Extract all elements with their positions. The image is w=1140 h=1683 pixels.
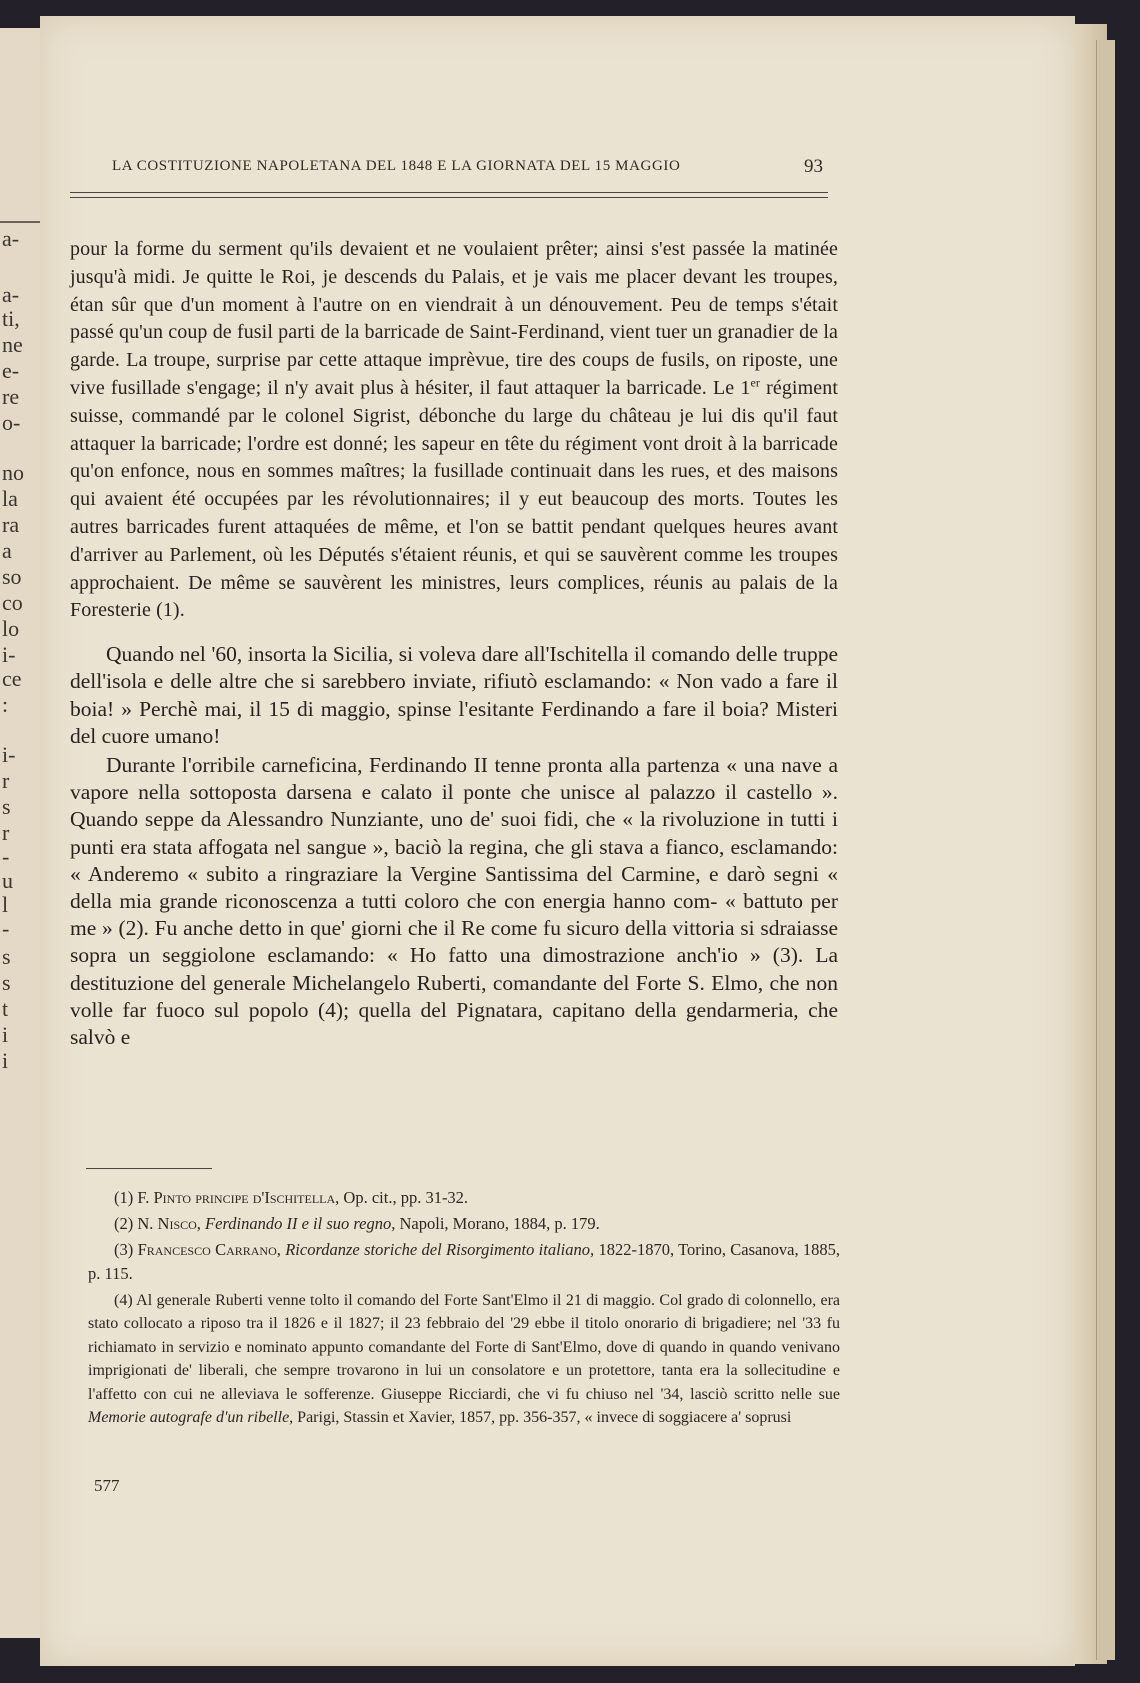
footnote-title: Ferdinando II e il suo regno, [205, 1214, 396, 1233]
footnote-text: 1822-1870, Torino, Casanova, 1885, p. 115. [88, 1240, 841, 1283]
facing-page-fragment: i- [2, 642, 16, 667]
footnote-text: Al generale Ruberti venne tolto il comando del Forte Sant'Elmo il 21 di maggio. Col grado di colonnello, era stato collocato a riposo tra il 1826 e il 1827; il 23 febbraio del '29 ebbe il titolo onorario di brigadiere; nel '33 fu richiamato in servizio e nominato appunto comandante del Forte di Sant'Elmo, dove di quando in quando venivano imprigionati de' liberali, che sempre trovarono in lui un consolatore e un protettore, tanta era la sollecitudine e l'affetto con cui ne alleviava le sofferenze. Giuseppe Ricciardi, che vi fu chiuso nel '34, lasciò scritto nelle sue [88, 1292, 840, 1403]
facing-page-fragment: a- [2, 226, 20, 251]
facing-page-fragment: l [2, 892, 9, 917]
footnote-2 [88, 1212, 840, 1236]
printer-signature: 577 [94, 1476, 120, 1495]
facing-page-fragment: ti, [2, 306, 20, 331]
facing-page-fragment: - [2, 844, 10, 869]
footnote-rule [86, 1168, 212, 1169]
footnote-1 [88, 1186, 840, 1210]
facing-page-fragment: ce [2, 666, 22, 691]
facing-page-fragment: ra [2, 512, 20, 537]
footnote-number: (2) [114, 1214, 134, 1233]
facing-page-fragment: r [2, 820, 10, 845]
facing-page-fragment: lo [2, 616, 20, 641]
facing-page-fragment: s [2, 970, 11, 995]
footnote-text: Op. cit., pp. 31-32. [343, 1188, 469, 1207]
facing-page-fragment: s [2, 944, 11, 969]
facing-page-fragment: i- [2, 742, 16, 767]
footnote-text: Parigi, Stassin et Xavier, 1857, pp. 356-357, « invece di soggiacere a' soprusi [297, 1409, 792, 1427]
footnote-author: F. Pinto principe d'Ischitella, [137, 1188, 340, 1207]
facing-page-fragment: t [2, 996, 9, 1021]
page-number: 93 [804, 156, 823, 177]
footnote-author: N. Nisco, [137, 1214, 201, 1233]
facing-page-fragment: a- [2, 282, 20, 307]
facing-page-fragment: - [2, 916, 10, 941]
ordinal-number: 1 [740, 376, 751, 399]
footnotes [88, 1186, 840, 1431]
paragraph-carneficina: Durante l'orribile carneficina, Ferdinando II tenne pronta alla partenza « una nave a vapore nella sottoposta darsena e calato il ponte che unisce al palazzo il castello ». Quando seppe da Alessandro Nunziante, uno de' suoi fidi, che « la rivoluzione in tutti i punti era stata affogata nel sangue », baciò la regina, che gli stava a fianco, esclamando: « Anderemo « subito a ringraziare la Vergine Santissima del Carmine, e darò segni « della mia grande riconoscenza a tutti coloro che con energia hanno com- « battuto per me » (2). Fu anche detto in que' giorni che il Re come fu sicuro della vittoria si sdraiasse sopra un seggiolone esclamando: « Ho fatto una dimostrazione anch'io » (3). La destituzione del generale Michelangelo Ruberti, comandante del Forte S. Elmo, che non volle far fuoco sul popolo (4); quella del Pignatara, capitano della gendarmeria, che salvò e [70, 752, 838, 1049]
facing-page-fragment: la [2, 486, 18, 511]
facing-page-rule [0, 221, 40, 223]
footnote-author: Francesco Carrano, [137, 1240, 281, 1259]
facing-page-fragment: no [2, 460, 24, 485]
facing-page-fragment: co [2, 590, 23, 615]
paragraph-ischitella: Quando nel '60, insorta la Sicilia, si voleva dare all'Ischitella il comando delle truppe dell'isola e delle altre che si sarebbero inviate, rifiutò esclamando: « Non vado a fare il boia! » Perchè mai, il 15 di maggio, spinse l'esitante Ferdinando a fare il boia? Misteri del cuore umano! [70, 642, 838, 748]
body-text [70, 236, 838, 1051]
facing-page-fragment: r [2, 768, 10, 793]
page-stack-edge-back [1096, 40, 1115, 1660]
facing-page-edge [0, 28, 42, 1638]
facing-page-fragment: : [2, 692, 9, 717]
running-head: LA COSTITUZIONE NAPOLETANA DEL 1848 E LA GIORNATA DEL 15 MAGGIO [112, 158, 681, 174]
paragraph-french-quote-a: pour la forme du serment qu'ils devaient et ne voulaient prêter; ainsi s'est passée la matinée jusqu'à midi. Je quitte le Roi, je descends du Palais, et je vais me placer devant les troupes, étan sûr que d'un moment à l'autre on en viendrait à un dénouvement. Peu de temps s'était passé qu'un coup de fusil parti de la barricade de Saint-Ferdinand, vient tuer un granadier de la garde. La troupe, surprise par cette attaque imprèvue, tire des coups de fusils, on riposte, une vive fusillade s'engage; il n'y avait plus à hésiter, il faut attaquer la barricade. Le [70, 238, 838, 399]
footnote-number: (3) [114, 1240, 134, 1259]
facing-page-fragment: so [2, 564, 22, 589]
facing-page-fragment: re [2, 384, 20, 409]
footnote-4 [88, 1289, 840, 1429]
footnote-text: Napoli, Morano, 1884, p. 179. [399, 1214, 600, 1233]
facing-page-fragment: e- [2, 358, 20, 383]
facing-page-fragment: i [2, 1022, 9, 1047]
footnote-number: (1) [114, 1188, 134, 1207]
paragraph-french-quote [70, 236, 838, 625]
facing-page-fragment: i [2, 1048, 9, 1073]
footnote-title: Ricordanze storiche del Risorgimento italiano, [285, 1240, 595, 1259]
facing-page-fragment: o- [2, 410, 21, 435]
facing-page-fragment: u [2, 868, 13, 893]
ordinal-superscript: er [750, 375, 760, 390]
facing-page-fragment: a [2, 538, 12, 563]
paragraph-french-quote-b: régiment suisse, commandé par le colonel Sigrist, débonche du large du château je lui dis qu'il faut attaquer la barricade; l'ordre est donné; les sapeur en tête du régiment vont droit à la barricade qu'on enfonce, nous en sommes maîtres; la fusillade continuait dans les rues, et des maisons qui avaient été occupées par les révolutionnaires; il y eut beaucoup des morts. Toutes les autres barricades furent attaquées de même, et l'on se battit pendant quelques heures avant d'arriver au Parlement, où les Députés s'étaient réunis, et qui se sauvèrent comme les troupes approchaient. De même se sauvèrent les ministres, leurs complices, réunis au palais de la Foresterie (1). [70, 376, 838, 622]
header-double-rule [70, 192, 828, 198]
footnote-title: Memorie autografe d'un ribelle, [88, 1409, 294, 1427]
facing-page-fragment: s [2, 794, 11, 819]
footnote-3 [88, 1238, 840, 1286]
facing-page-fragment: ne [2, 332, 23, 357]
footnote-number: (4) [114, 1292, 133, 1309]
